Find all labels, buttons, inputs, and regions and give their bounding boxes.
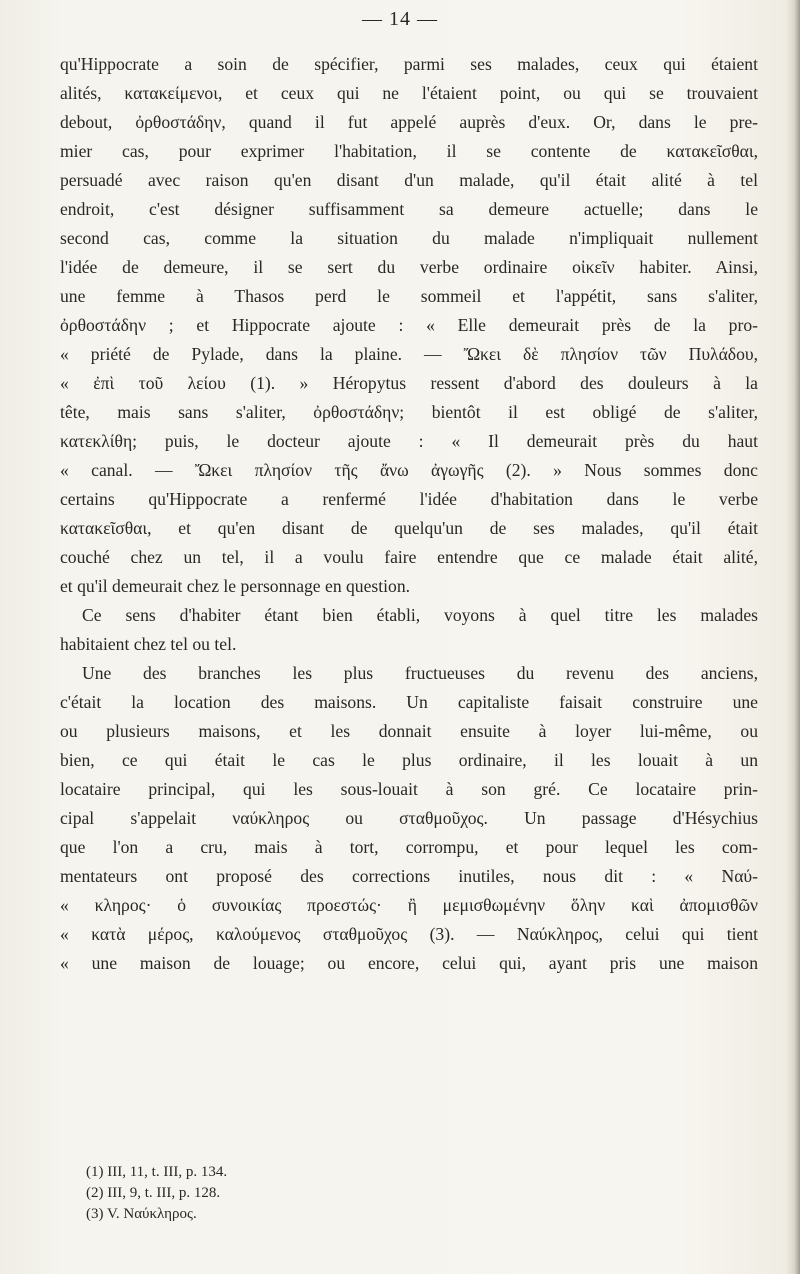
text-line: Une des branches les plus fructueuses du revenu des anciens,	[82, 663, 758, 683]
text-line: second cas, comme la situation du malade n'impliquait nullement	[60, 228, 758, 248]
text-line: habitaient chez tel ou tel.	[60, 634, 237, 654]
footnote: (1) III, 11, t. III, p. 134.	[86, 1164, 228, 1180]
text-line: l'idée de demeure, il se sert du verbe ordinaire οἰκεῖν habiter. Ainsi,	[60, 257, 758, 277]
text-line: endroit, c'est désigner suffisamment sa demeure actuelle; dans le	[60, 199, 758, 219]
paragraph-2	[60, 601, 758, 659]
text-line: « ἐπὶ τοῦ λείου (1). » Héropytus ressent d'abord des douleurs à la	[60, 373, 758, 393]
text-line: Ce sens d'habiter étant bien établi, voyons à quel titre les malades	[82, 605, 758, 625]
text-line: « κατὰ μέρος, καλούμενος σταθμοῦχος (3). — Ναύκληρος, celui qui tient	[60, 924, 758, 944]
footnotes	[86, 1162, 227, 1225]
text-line: qu'Hippocrate a soin de spécifier, parmi ses malades, ceux qui étaient	[60, 54, 758, 74]
text-line: « priété de Pylade, dans la plaine. — Ὤκει δὲ πλησίον τῶν Πυλάδου,	[60, 344, 758, 364]
footnote: (2) III, 9, t. III, p. 128.	[86, 1185, 221, 1201]
text-line: bien, ce qui était le cas le plus ordinaire, il les louait à un	[60, 750, 758, 770]
footnote: (3) V. Ναύκληρος.	[86, 1206, 197, 1222]
paragraph-1	[60, 50, 758, 601]
text-line: c'était la location des maisons. Un capitaliste faisait construire une	[60, 692, 758, 712]
page-edge-shadow	[786, 0, 800, 1274]
paragraph-3	[60, 659, 758, 978]
text-line: cipal s'appelait ναύκληρος ou σταθμοῦχος. Un passage d'Hésychius	[60, 808, 758, 828]
text-line: mier cas, pour exprimer l'habitation, il se contente de κατακεῖσθαι,	[60, 141, 758, 161]
text-line: « canal. — Ὤκει πλησίον τῆς ἄνω ἀγωγῆς (2). » Nous sommes donc	[60, 460, 758, 480]
text-line: debout, ὀρθοστάδην, quand il fut appelé auprès d'eux. Or, dans le pre-	[60, 112, 758, 132]
text-line: κατεκλίθη; puis, le docteur ajoute : « Il demeurait près du haut	[60, 431, 758, 451]
text-line: que l'on a cru, mais à tort, corrompu, et pour lequel les com-	[60, 837, 758, 857]
text-line: ou plusieurs maisons, et les donnait ensuite à loyer lui-même, ou	[60, 721, 758, 741]
body-text	[60, 50, 758, 978]
text-line: certains qu'Hippocrate a renfermé l'idée d'habitation dans le verbe	[60, 489, 758, 509]
text-line: une femme à Thasos perd le sommeil et l'appétit, sans s'aliter,	[60, 286, 758, 306]
text-line: et qu'il demeurait chez le personnage en question.	[60, 576, 411, 596]
text-line: « une maison de louage; ou encore, celui qui, ayant pris une maison	[60, 953, 758, 973]
text-line: tête, mais sans s'aliter, ὀρθοστάδην; bientôt il est obligé de s'aliter,	[60, 402, 758, 422]
text-line: « κληρος· ὁ συνοικίας προεστώς· ἢ μεμισθωμένην ὅλην καὶ ἀπομισθῶν	[60, 895, 758, 915]
text-line: persuadé avec raison qu'en disant d'un malade, qu'il était alité à tel	[60, 170, 758, 190]
text-line: locataire principal, qui les sous-louait à son gré. Ce locataire prin-	[60, 779, 758, 799]
text-line: ὀρθοστάδην ; et Hippocrate ajoute : « Elle demeurait près de la pro-	[60, 315, 758, 335]
page-number: — 14 —	[362, 8, 438, 30]
text-line: κατακεῖσθαι, et qu'en disant de quelqu'un de ses malades, qu'il était	[60, 518, 758, 538]
text-line: alités, κατακείμενοι, et ceux qui ne l'étaient point, ou qui se trouvaient	[60, 83, 758, 103]
text-line: mentateurs ont proposé des corrections inutiles, nous dit : « Ναύ-	[60, 866, 758, 886]
text-line: couché chez un tel, il a voulu faire entendre que ce malade était alité,	[60, 547, 758, 567]
